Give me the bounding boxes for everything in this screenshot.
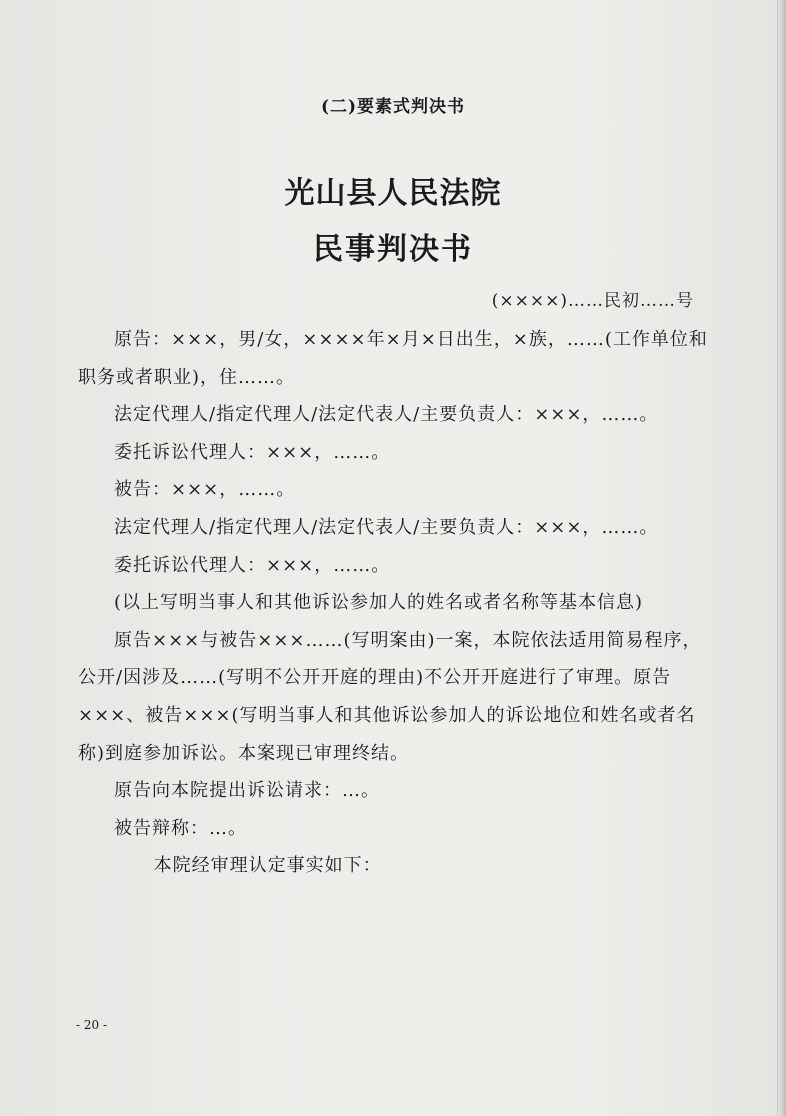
court-name: 光山县人民法院 [284, 176, 502, 211]
document-title: 民事判决书 [313, 232, 473, 267]
defendant-legal-representative: 法定代理人/指定代理人/法定代表人/主要负责人：×××，……。 [114, 516, 659, 538]
judgment-body [78, 321, 708, 885]
parties-note: (以上写明当事人和其他诉讼参加人的姓名或者名称等基本信息) [114, 592, 644, 614]
plaintiff-legal-representative: 法定代理人/指定代理人/法定代表人/主要负责人：×××，……。 [114, 404, 659, 426]
case-number: (××××)……民初……号 [491, 291, 694, 311]
case-proceedings: 原告×××与被告×××……(写明案由)一案，本院依法适用简易程序，公开/因涉及……(写明不公开开庭的理由)不公开开庭进行了审理。原告×××、被告×××(写明当事人和其他诉讼参加人的诉讼地位和姓名或者名称)到庭参加诉讼。本案现已审理终结。 [78, 629, 702, 764]
facts-found: 本院经审理认定事实如下： [153, 855, 382, 877]
defendant-agent: 委托诉讼代理人：×××，……。 [114, 554, 391, 576]
page-number: - 20 - [76, 1018, 108, 1032]
plaintiff-agent: 委托诉讼代理人：×××，……。 [114, 441, 391, 463]
defendant-defense: 被告辩称：…。 [114, 817, 247, 839]
section-title: (二)要素式判决书 [320, 97, 466, 117]
plaintiff-claims: 原告向本院提出诉讼请求：…。 [114, 780, 380, 802]
defendant-info: 被告：×××，……。 [114, 479, 296, 501]
plaintiff-info: 原告：×××，男/女，××××年×月×日出生，×族，……(工作单位和职务或者职业)，住……。 [78, 329, 708, 388]
